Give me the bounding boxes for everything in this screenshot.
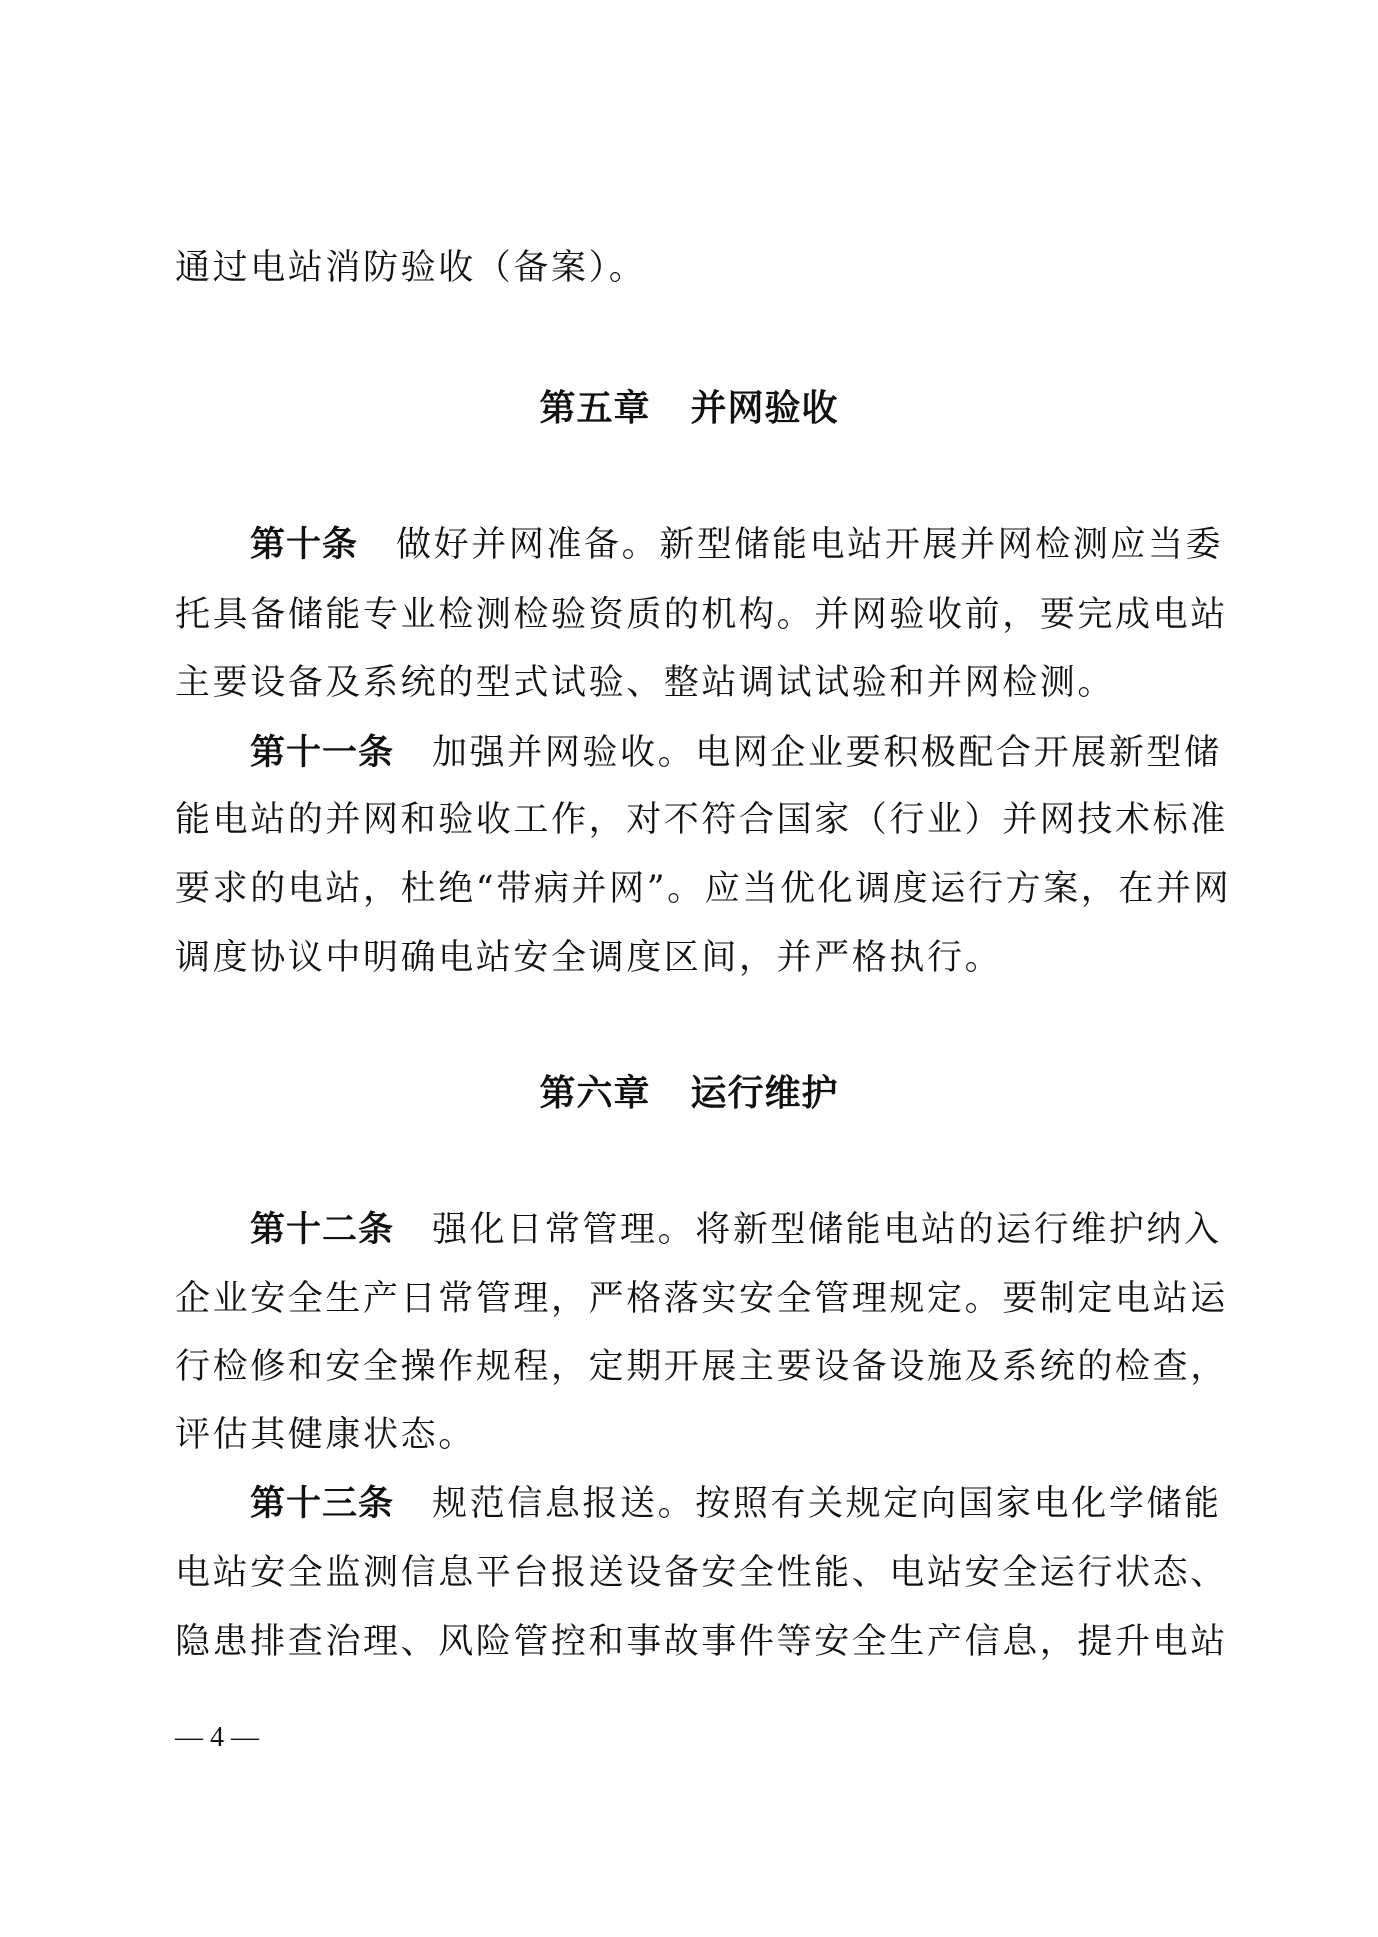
paragraph-line: 做好并网准备。新型储能电站开展并网检测应当委: [396, 525, 1224, 565]
article-12: [250, 1210, 1222, 1250]
paragraph-line: 行检修和安全操作规程，定期开展主要设备设施及系统的检查，: [175, 1347, 1228, 1387]
chapter-number: 第六章: [539, 1073, 651, 1114]
chapter-title: 并网验收: [690, 388, 839, 429]
paragraph-line: 隐患排查治理、风险管控和事故事件等安全生产信息，提升电站: [175, 1622, 1228, 1662]
article-13: [250, 1484, 1222, 1524]
article-label: 第十条: [250, 525, 359, 565]
paragraph-line: 能电站的并网和验收工作，对不符合国家（行业）并网技术标准: [175, 800, 1228, 840]
paragraph-line: 主要设备及系统的型式试验、整站调试试验和并网检测。: [175, 663, 1116, 703]
paragraph-line: 电站安全监测信息平台报送设备安全性能、电站安全运行状态、: [175, 1553, 1228, 1593]
chapter-number: 第五章: [539, 388, 651, 429]
paragraph-line: 通过电站消防验收（备案）。: [175, 248, 647, 288]
paragraph-line: 要求的电站，杜绝“带病并网”。应当优化调度运行方案，在并网: [175, 869, 1232, 909]
paragraph-line: 评估其健康状态。: [175, 1415, 476, 1455]
article-label: 第十三条: [250, 1484, 395, 1524]
paragraph-line: 企业安全生产日常管理，严格落实安全管理规定。要制定电站运: [175, 1279, 1228, 1319]
article-11: [250, 733, 1222, 773]
article-label: 第十二条: [250, 1210, 395, 1250]
chapter-title: 运行维护: [690, 1073, 839, 1114]
paragraph-line: 强化日常管理。将新型储能电站的运行维护纳入: [432, 1210, 1222, 1250]
page-number: — 4 —: [175, 1722, 259, 1753]
article-10: [250, 525, 1224, 565]
chapter-heading-5: [0, 388, 1378, 429]
paragraph-line: 规范信息报送。按照有关规定向国家电化学储能: [432, 1484, 1222, 1524]
paragraph-line: 托具备储能专业检测检验资质的机构。并网验收前，要完成电站: [175, 595, 1228, 635]
paragraph-line: 加强并网验收。电网企业要积极配合开展新型储: [432, 733, 1222, 773]
paragraph-line: 调度协议中明确电站安全调度区间，并严格执行。: [175, 938, 1003, 978]
article-label: 第十一条: [250, 733, 395, 773]
chapter-heading-6: [0, 1073, 1378, 1114]
